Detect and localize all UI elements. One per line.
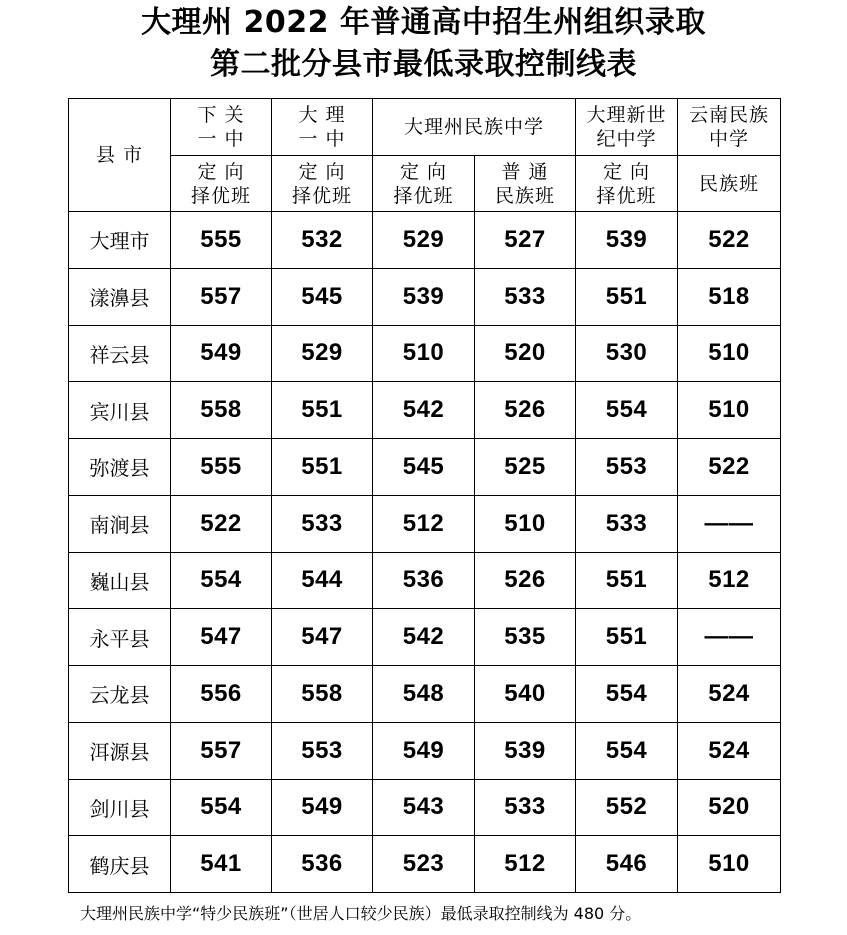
score-cell: 523 <box>373 836 475 893</box>
county-cell: 南涧县 <box>69 495 171 552</box>
class-header: 定 向 择优班 <box>576 156 678 212</box>
county-cell: 弥渡县 <box>69 439 171 496</box>
table-row <box>69 552 781 609</box>
table-row <box>69 382 781 439</box>
score-cell: 527 <box>475 212 576 269</box>
county-cell: 大理市 <box>69 212 171 269</box>
score-cell: 536 <box>373 552 475 609</box>
school-header-xiaguan: 下 关 一 中 <box>171 99 272 156</box>
score-cell: 554 <box>576 722 678 779</box>
score-cell: 522 <box>171 495 272 552</box>
score-cell: 553 <box>576 439 678 496</box>
score-cell: 554 <box>576 382 678 439</box>
score-cell: 547 <box>171 609 272 666</box>
county-header: 县 市 <box>69 99 171 212</box>
score-cell: 545 <box>272 268 373 325</box>
score-cell: 547 <box>272 609 373 666</box>
score-cell: 554 <box>576 666 678 723</box>
score-cell: 546 <box>576 836 678 893</box>
table-row <box>69 439 781 496</box>
score-cell: 541 <box>171 836 272 893</box>
school-header-xinshiji: 大理新世 纪中学 <box>576 99 678 156</box>
score-cell: 518 <box>678 268 781 325</box>
score-cell: 533 <box>272 495 373 552</box>
class-header: 民族班 <box>678 156 781 212</box>
score-cell: 552 <box>576 779 678 836</box>
class-header: 定 向 择优班 <box>373 156 475 212</box>
table-row <box>69 212 781 269</box>
county-cell: 洱源县 <box>69 722 171 779</box>
score-cell: 535 <box>475 609 576 666</box>
score-cell: 533 <box>475 779 576 836</box>
county-cell: 漾濞县 <box>69 268 171 325</box>
school-header-minzu-zhongxue: 大理州民族中学 <box>373 99 576 156</box>
header-row-schools <box>69 99 781 156</box>
table-row <box>69 836 781 893</box>
score-cell: 557 <box>171 722 272 779</box>
score-cell: 542 <box>373 382 475 439</box>
score-cell: 520 <box>475 325 576 382</box>
score-cell: 526 <box>475 552 576 609</box>
score-cell: 542 <box>373 609 475 666</box>
table-row <box>69 495 781 552</box>
table-row <box>69 325 781 382</box>
score-cell: 551 <box>272 439 373 496</box>
score-cell: 526 <box>475 382 576 439</box>
score-cell: 530 <box>576 325 678 382</box>
county-cell: 祥云县 <box>69 325 171 382</box>
score-cell: 540 <box>475 666 576 723</box>
school-header-yunnan-minzu: 云南民族 中学 <box>678 99 781 156</box>
score-cell: 539 <box>576 212 678 269</box>
score-cell: 555 <box>171 439 272 496</box>
score-cell: 533 <box>475 268 576 325</box>
page-subtitle: 第二批分县市最低录取控制线表 <box>210 47 637 82</box>
score-cell: 510 <box>678 382 781 439</box>
county-cell: 鹤庆县 <box>69 836 171 893</box>
score-cell: 549 <box>171 325 272 382</box>
score-cell: 510 <box>678 836 781 893</box>
score-cell: 557 <box>171 268 272 325</box>
score-cell: 548 <box>373 666 475 723</box>
score-cell: 524 <box>678 666 781 723</box>
score-cell: 543 <box>373 779 475 836</box>
score-cell: 539 <box>373 268 475 325</box>
table-row <box>69 666 781 723</box>
county-cell: 云龙县 <box>69 666 171 723</box>
score-cell: 536 <box>272 836 373 893</box>
score-cell: 524 <box>678 722 781 779</box>
score-cell: 545 <box>373 439 475 496</box>
score-cell: 558 <box>171 382 272 439</box>
score-cell: 522 <box>678 439 781 496</box>
score-cell: 510 <box>475 495 576 552</box>
class-header: 普 通 民族班 <box>475 156 576 212</box>
score-cell: 512 <box>475 836 576 893</box>
table-row <box>69 268 781 325</box>
score-cell: 558 <box>272 666 373 723</box>
score-cell: 539 <box>475 722 576 779</box>
page-title: 大理州 2022 年普通高中招生州组织录取 <box>141 5 706 40</box>
score-cell: 529 <box>373 212 475 269</box>
score-cell: 512 <box>678 552 781 609</box>
class-header: 定 向 择优班 <box>272 156 373 212</box>
table-row <box>69 779 781 836</box>
score-cell: 510 <box>678 325 781 382</box>
score-cell: 551 <box>272 382 373 439</box>
score-cell: 525 <box>475 439 576 496</box>
score-cell: 512 <box>373 495 475 552</box>
score-cell: 532 <box>272 212 373 269</box>
score-cell: 554 <box>171 552 272 609</box>
table-row <box>69 722 781 779</box>
school-header-dali-yizhong: 大 理 一 中 <box>272 99 373 156</box>
county-cell: 巍山县 <box>69 552 171 609</box>
score-cell: 533 <box>576 495 678 552</box>
score-table <box>68 98 781 893</box>
score-cell: —— <box>678 609 781 666</box>
score-cell: 529 <box>272 325 373 382</box>
table-row <box>69 609 781 666</box>
county-cell: 剑川县 <box>69 779 171 836</box>
score-cell: 544 <box>272 552 373 609</box>
class-header: 定 向 择优班 <box>171 156 272 212</box>
score-cell: —— <box>678 495 781 552</box>
score-cell: 554 <box>171 779 272 836</box>
header-row-classes <box>69 156 781 212</box>
score-cell: 551 <box>576 552 678 609</box>
county-cell: 永平县 <box>69 609 171 666</box>
county-cell: 宾川县 <box>69 382 171 439</box>
score-cell: 549 <box>272 779 373 836</box>
score-cell: 556 <box>171 666 272 723</box>
score-cell: 551 <box>576 268 678 325</box>
score-cell: 522 <box>678 212 781 269</box>
score-cell: 520 <box>678 779 781 836</box>
footnote: 大理州民族中学“特少民族班”（世居人口较少民族）最低录取控制线为 480 分。 <box>80 904 642 923</box>
score-cell: 510 <box>373 325 475 382</box>
score-cell: 555 <box>171 212 272 269</box>
score-cell: 553 <box>272 722 373 779</box>
score-cell: 549 <box>373 722 475 779</box>
score-cell: 551 <box>576 609 678 666</box>
